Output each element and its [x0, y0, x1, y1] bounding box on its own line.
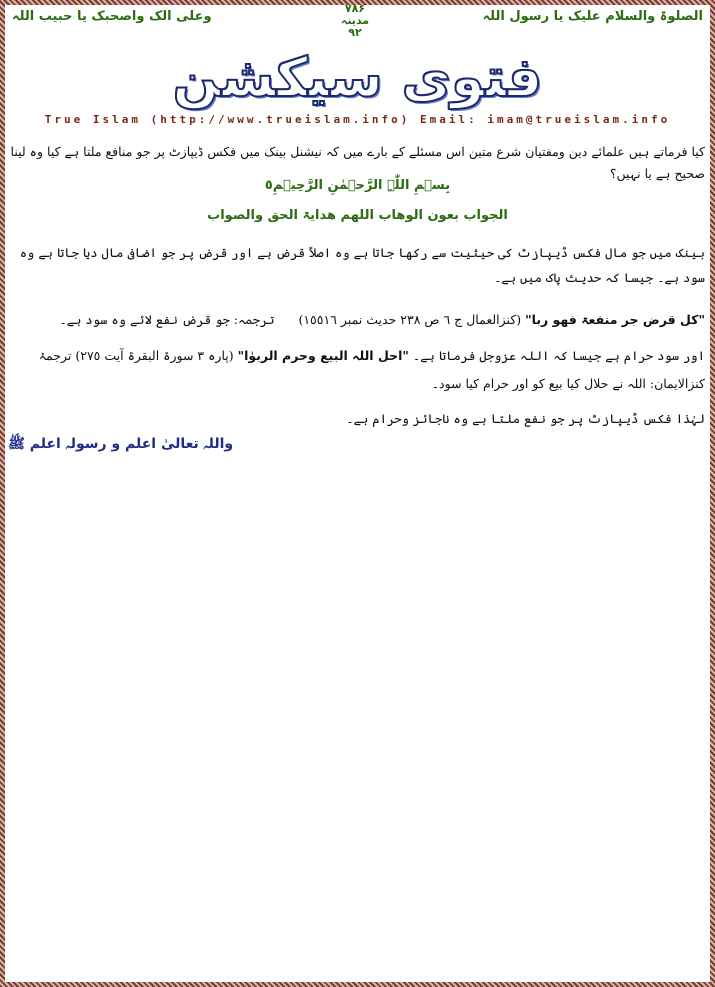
conclusion-text: لہٰذا فکس ڈیپازٹ پر جو نفع ملتا ہے وہ ناجائز وحرام ہے۔ [346, 411, 705, 426]
answer-heading: الجواب بعون الوھاب اللھم ھدایۃ الحق والصواب [207, 208, 508, 223]
answer-paragraph-1: بینک میں جو مال فکس ڈیپازٹ کی حیثیت سے رکھا جاتا ہے وہ اصلاً قرض ہے اور قرض پر جو اضافی مال دیا جاتا ہے وہ سود ہے۔ جیسا کہ حدیث پاک میں ہے۔ [19, 245, 705, 285]
hadith-line [10, 309, 705, 331]
site-contact-line: True Islam (http://www.trueislam.info) Email: imam@trueislam.info [44, 113, 671, 126]
header-center-number: ۷۸۶ [344, 2, 366, 15]
hadith-translation: ترجمہ: جو قرض نفع لائے وہ سود ہے۔ [59, 312, 275, 327]
header-salutation-left: وعلی الک واصحبک یا حبیب اللہ [12, 9, 212, 24]
closing-line: واللہ تعالیٰ اعلم و رسولہ اعلم ﷺ [8, 436, 234, 452]
hadith-reference: (کنزالعمال ج ٦ ص ٢٣٨ حدیث نمبر ١٥٥١٦) [298, 312, 522, 327]
question-text: کیا فرماتے ہیں علمائے دین ومفتیان شرع متین اس مسئلے کے بارے میں کہ نیشنل بینک میں فکس ڈیپازٹ پر جو منافع ملتا ہے کیا وہ لینا صحیح ہے یا نہیں؟ [10, 144, 705, 181]
quran-translation: ترجمۂ کنزالایمان: اللہ نے حلال کیا بیع کو اور حرام کیا سود۔ [38, 348, 705, 391]
quran-intro: اور سود حرام ہے جیسا کہ اللہ عزوجل فرماتا ہے۔ [412, 348, 705, 363]
header-center-mark [320, 3, 390, 39]
hadith-arabic: "کل قرض جر منفعۃ فھو ربا" [525, 312, 705, 327]
page-title: فتوی سیکشن [172, 46, 543, 109]
quran-paragraph [10, 342, 705, 398]
bismillah: بِسۡمِ اللّٰہِ الرَّحۡمٰنِ الرَّحِیۡمِ٥ [264, 178, 451, 193]
quran-reference: (پارہ ٣ سورۃ البقرۃ آیت ٢٧٥) [75, 348, 234, 363]
quran-arabic: "احل اللہ البیع وحرم الربوٰا" [237, 348, 409, 363]
header-salutation-right: الصلوۃ والسلام علیک یا رسول اللہ [482, 9, 703, 24]
header-center-bottom: ۹۲ [348, 26, 362, 39]
header-center-word: مدینہ [340, 14, 370, 27]
